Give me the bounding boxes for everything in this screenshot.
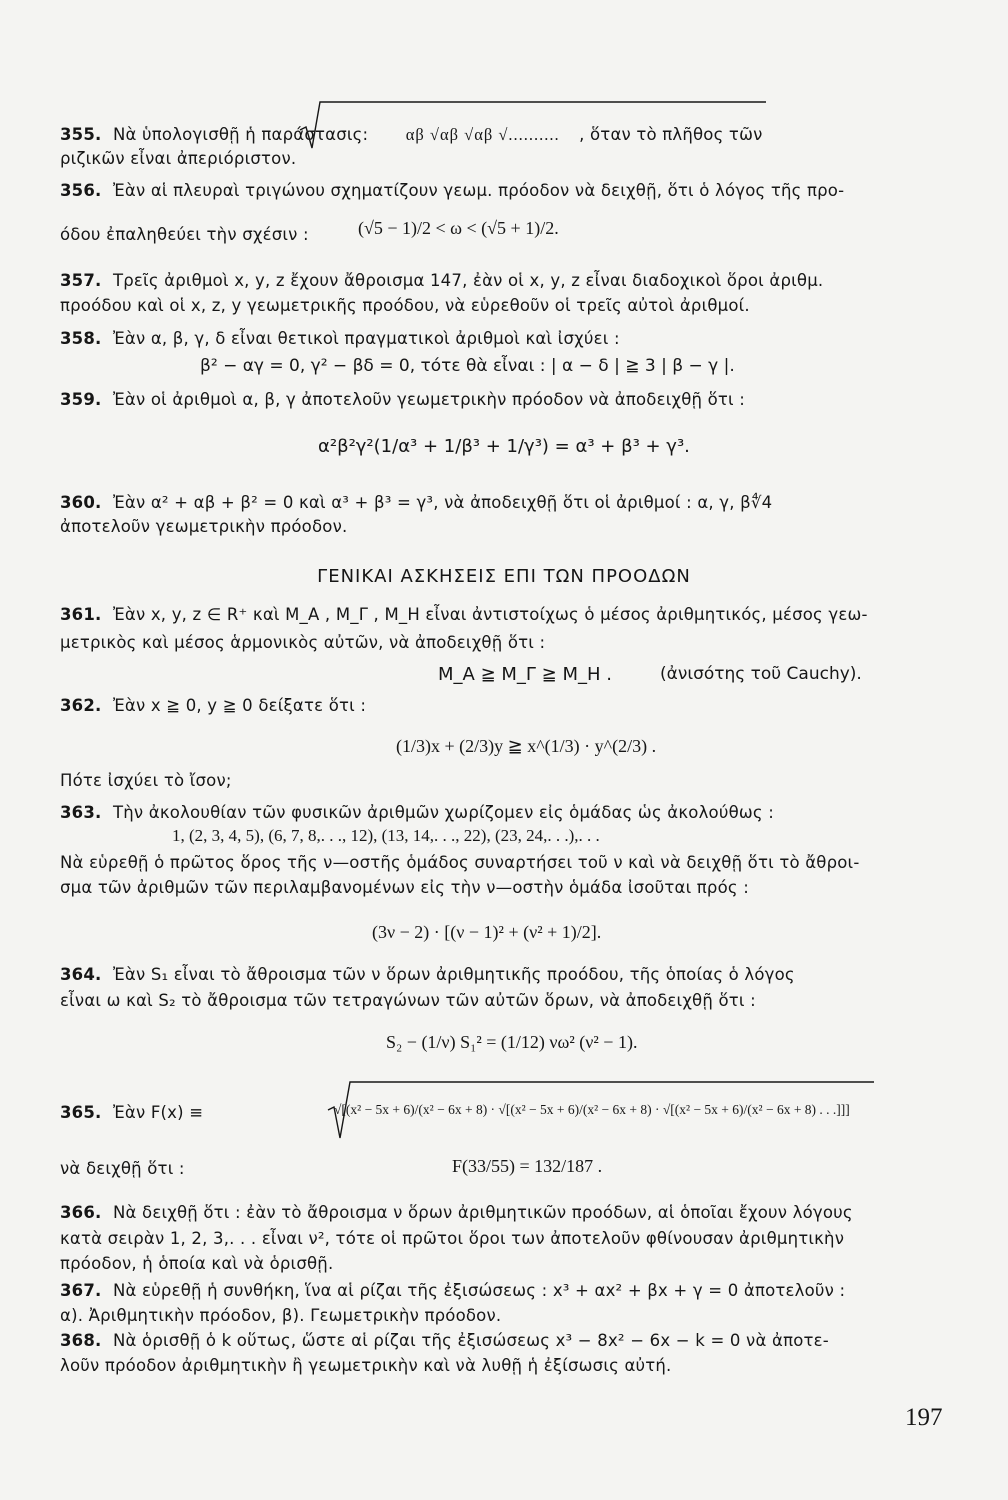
sum-formula: (3ν − 2) · [(ν − 1)² + (ν² + 1)/2]. <box>372 922 602 942</box>
problem-359 <box>60 389 960 411</box>
equation-formula: β² − αγ = 0, γ² − βδ = 0, τότε θὰ εἶναι : | α − δ | ≧ 3 | β − γ |. <box>200 356 735 376</box>
problem-356 <box>60 180 960 202</box>
number-sequence: 1, (2, 3, 4, 5), (6, 7, 8,. . ., 12), (13, 14,. . ., 22), (23, 24,. . .),. . . <box>172 826 600 845</box>
section-heading: ΓΕΝΙΚΑΙ ΑΣΚΗΣΕΙΣ ΕΠΙ ΤΩΝ ΠΡΟΟΔΩΝ <box>317 566 691 587</box>
sum-identity-formula: S₂ − (1/ν) S₁² = (1/12) νω² (ν² − 1). <box>386 1032 638 1052</box>
problem-text: Νὰ ὁρισθῇ ὁ k οὕτως, ὥστε αἱ ρίζαι τῆς ἐξισώσεως x³ − 8x² − 6x − k = 0 νὰ ἀποτε- <box>112 1331 829 1350</box>
problem-text: προόδου καὶ οἱ x, z, y γεωμετρικῆς προόδου, νὰ εὑρεθοῦν οἱ τρεῖς αὐτοὶ ἀριθμοί. <box>60 296 750 315</box>
problem-text: Ἐὰν S₁ εἶναι τὸ ἄθροισμα τῶν ν ὅρων ἀριθμητικῆς προόδου, τῆς ὁποίας ὁ λόγος <box>112 965 795 984</box>
problem-number: 360. <box>60 493 102 512</box>
problem-number: 367. <box>60 1281 102 1300</box>
problem-text: Ἐὰν x ≧ 0, y ≧ 0 δείξατε ὅτι : <box>112 696 367 715</box>
problem-text: Νὰ δειχθῇ ὅτι : ἐὰν τὸ ἄθροισμα ν ὅρων ἀριθμητικῶν προόδων, αἱ ὁποῖαι ἔχουν λόγους <box>112 1203 853 1222</box>
problem-text: Ἐὰν F(x) ≡ <box>112 1103 204 1122</box>
problem-number: 365. <box>60 1103 102 1122</box>
problem-364 <box>60 964 960 986</box>
problem-number: 359. <box>60 390 102 409</box>
problem-text: Ἐὰν α, β, γ, δ εἶναι θετικοὶ πραγματικοὶ ἀριθμοὶ καὶ ἰσχύει : <box>112 329 620 348</box>
problem-text: ριζικῶν εἶναι ἀπεριόριστον. <box>60 149 297 168</box>
problem-text: Νὰ εὑρεθῇ ὁ πρῶτος ὅρος τῆς ν—οστῆς ὁμάδος συναρτήσει τοῦ ν καὶ νὰ δειχθῇ ὅτι τὸ ἄθροι- <box>60 853 860 872</box>
problem-number: 362. <box>60 696 102 715</box>
problem-number: 364. <box>60 965 102 984</box>
problem-text: εἶναι ω καὶ S₂ τὸ ἄθροισμα τῶν τετραγώνων τῶν αὐτῶν ὅρων, νὰ ἀποδειχθῇ ὅτι : <box>60 991 756 1010</box>
problem-362 <box>60 695 960 717</box>
function-value-formula: F(33/55) = 132/187 . <box>452 1156 603 1176</box>
problem-text: Νὰ ὑπολογισθῇ ἡ παράστασις: <box>112 125 369 144</box>
problem-text: Ἐὰν αἱ πλευραὶ τριγώνου σχηματίζουν γεωμ. πρόοδον νὰ δειχθῇ, ὅτι ὁ λόγος τῆς προ- <box>112 181 845 200</box>
inequality-formula: (√5 − 1)/2 < ω < (√5 + 1)/2. <box>358 218 559 238</box>
problem-text: Ἐὰν x, y, z ∈ R⁺ καὶ M_A , M_Γ , M_H εἶναι ἀντιστοίχως ὁ μέσος ἀριθμητικός, μέσος γεω- <box>112 605 868 624</box>
problem-358 <box>60 328 960 350</box>
problem-text: σμα τῶν ἀριθμῶν τῶν περιλαμβανομένων εἰς τὴν ν—οστὴν ὁμάδα ἰσοῦται πρός : <box>60 878 749 897</box>
problem-363 <box>60 802 960 824</box>
nested-radical-expression: αβ √αβ √αβ √.......... <box>405 125 560 144</box>
problem-text: ἀποτελοῦν γεωμετρικὴν πρόοδον. <box>60 517 348 536</box>
problem-text: λοῦν πρόοδον ἀριθμητικὴν ἢ γεωμετρικὴν καὶ νὰ λυθῇ ἡ ἐξίσωσις αὐτή. <box>60 1356 672 1375</box>
problem-text: Ἐὰν α² + αβ + β² = 0 καὶ α³ + β³ = γ³, νὰ ἀποδειχθῇ ὅτι οἱ ἀριθμοί : α, γ, β∜4 <box>112 493 773 512</box>
problem-number: 356. <box>60 181 102 200</box>
problem-text: Ἐὰν οἱ ἀριθμοὶ α, β, γ ἀποτελοῦν γεωμετρικὴν πρόοδον νὰ ἀποδειχθῇ ὅτι : <box>112 390 746 409</box>
problem-number: 357. <box>60 271 102 290</box>
page-number: 197 <box>905 1404 943 1431</box>
problem-text: νὰ δειχθῇ ὅτι : <box>60 1159 185 1178</box>
problem-text: Τρεῖς ἀριθμοὶ x, y, z ἔχουν ἄθροισμα 147, ἐὰν οἱ x, y, z εἶναι διαδοχικοὶ ὅροι ἀριθμ. <box>112 271 824 290</box>
problem-360 <box>60 492 960 514</box>
problem-text: πρόοδον, ἡ ὁποία καὶ νὰ ὁρισθῇ. <box>60 1254 334 1273</box>
problem-number: 358. <box>60 329 102 348</box>
inequality-formula: M_A ≧ M_Γ ≧ M_H . <box>438 664 612 685</box>
inequality-formula: (1/3)x + (2/3)y ≧ x^(1/3) · y^(2/3) . <box>396 736 657 756</box>
problem-number: 366. <box>60 1203 102 1222</box>
problem-357 <box>60 270 960 292</box>
radical-sign <box>326 1080 876 1142</box>
radical-sign <box>298 100 768 152</box>
formula-note: (ἀνισότης τοῦ Cauchy). <box>660 664 862 684</box>
problem-number: 355. <box>60 125 102 144</box>
problem-367 <box>60 1280 960 1302</box>
problem-text: Τὴν ἀκολουθίαν τῶν φυσικῶν ἀριθμῶν χωρίζομεν εἰς ὁμάδας ὡς ἀκολούθως : <box>112 803 774 822</box>
identity-formula: α²β²γ²(1/α³ + 1/β³ + 1/γ³) = α³ + β³ + γ³. <box>318 436 690 457</box>
problem-number: 363. <box>60 803 102 822</box>
problem-number: 361. <box>60 605 102 624</box>
problem-text: Νὰ εὑρεθῇ ἡ συνθήκη, ἵνα αἱ ρίζαι τῆς ἐξισώσεως : x³ + αx² + βx + γ = 0 ἀποτελοῦν : <box>112 1281 846 1300</box>
problem-text: α). Ἀριθμητικὴν πρόοδον, β). Γεωμετρικὴν πρόοδον. <box>60 1306 502 1325</box>
problem-366 <box>60 1202 960 1224</box>
problem-text: μετρικὸς καὶ μέσος ἁρμονικὸς αὐτῶν, νὰ ἀποδειχθῇ ὅτι : <box>60 633 546 652</box>
problem-361 <box>60 604 960 626</box>
problem-number: 368. <box>60 1331 102 1350</box>
problem-text: κατὰ σειρὰν 1, 2, 3,. . . εἶναι ν², τότε οἱ πρῶτοι ὅροι των ἀποτελοῦν φθίνουσαν ἀριθμητικὴν <box>60 1229 845 1248</box>
problem-text: Πότε ἰσχύει τὸ ἴσον; <box>60 771 232 790</box>
problem-text: όδου ἐπαληθεύει τὴν σχέσιν : <box>60 225 309 244</box>
problem-368 <box>60 1330 960 1352</box>
infinite-radical-formula: √[(x² − 5x + 6)/(x² − 6x + 8) · √[(x² − 5x + 6)/(x² − 6x + 8) · √[(x² − 5x + 6)/(x² − 6x + 8) . . .]]] <box>334 1102 850 1117</box>
problem-text: , ὅταν τὸ πλῆθος τῶν <box>579 125 763 144</box>
